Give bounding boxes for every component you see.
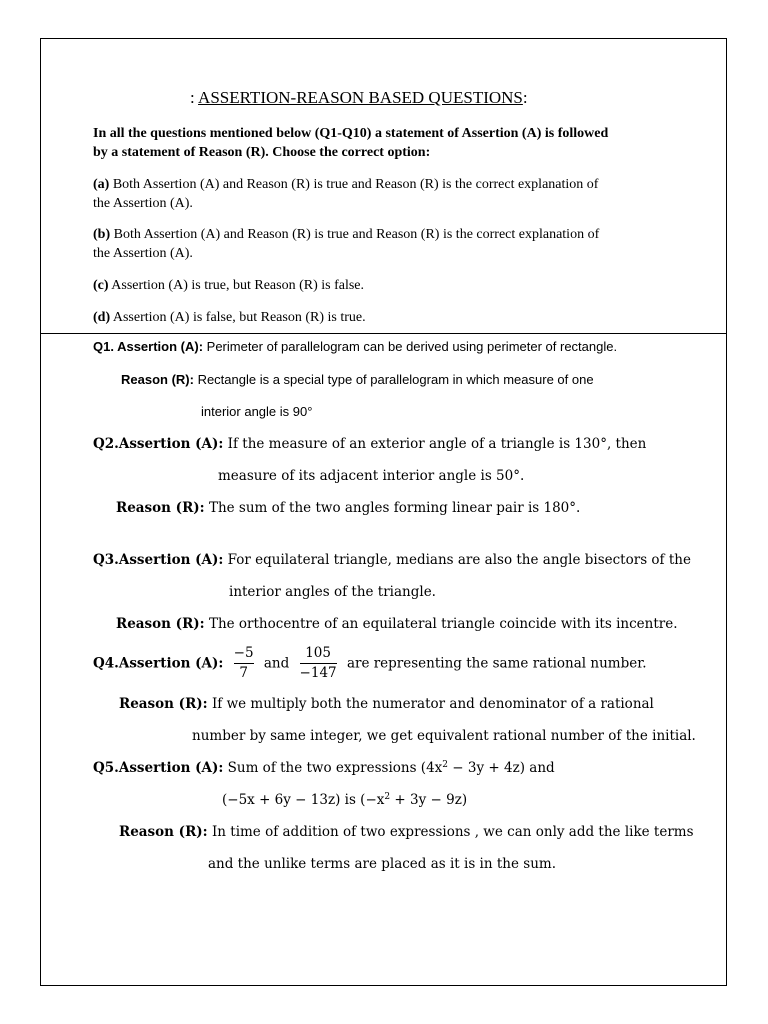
instructions-line-1: In all the questions mentioned below (Q1-Q10) a statement of Assertion (A) is followed: [93, 126, 609, 141]
q3-label: Q3.Assertion (A):: [93, 552, 224, 568]
option-b-text-1: Both Assertion (A) and Reason (R) is true and Reason (R) is the correct explanation of: [110, 227, 600, 242]
q1-reason-label: Reason (R):: [121, 372, 194, 387]
option-a-label: (a): [93, 177, 110, 192]
q1-reason: [121, 372, 594, 387]
q1-reason-text-1: Rectangle is a special type of parallelogram in which measure of one: [193, 372, 594, 387]
q2-assertion: [93, 436, 646, 452]
q3-assertion: [93, 552, 691, 568]
q2-assertion-text-2: measure of its adjacent interior angle is 50°.: [218, 468, 525, 484]
section-divider: [40, 333, 727, 334]
q2-assertion-text-1: If the measure of an exterior angle of a triangle is 130°, then: [223, 436, 647, 452]
q3-reason: [116, 616, 678, 632]
option-c: [93, 276, 364, 295]
q4-assertion-text: are representing the same rational number.: [346, 655, 647, 672]
q5-label: Q5.Assertion (A):: [93, 760, 224, 776]
q4-assertion: [93, 645, 647, 682]
option-d-label: (d): [93, 310, 111, 325]
q4-fraction-2-bar: [300, 663, 337, 664]
option-b-label: (b): [93, 227, 111, 242]
option-a: [93, 175, 598, 213]
q3-assertion-text-2: interior angles of the triangle.: [229, 584, 436, 600]
q4-fraction-2: [300, 645, 337, 682]
q4-reason-text-1: If we multiply both the numerator and denominator of a rational: [207, 696, 654, 712]
instructions: [93, 124, 608, 162]
q5-assertion-text-1a: Sum of the two expressions (4x: [223, 760, 443, 776]
instructions-line-2: by a statement of Reason (R). Choose the correct option:: [93, 145, 431, 160]
q1-label: Q1. Assertion (A):: [93, 339, 204, 354]
q5-reason: [119, 824, 694, 840]
q3-assertion-text-1: For equilateral triangle, medians are also the angle bisectors of the: [223, 552, 691, 568]
q2-label: Q2.Assertion (A):: [93, 436, 224, 452]
q4-fraction-2-denominator: −147: [299, 665, 337, 681]
option-a-text-2: the Assertion (A).: [93, 196, 193, 211]
q5-assertion-text-1b: − 3y + 4z) and: [448, 760, 555, 776]
q4-reason: [119, 696, 654, 712]
q2-reason-label: Reason (R):: [116, 500, 205, 516]
option-b: [93, 225, 599, 263]
option-d: [93, 308, 366, 327]
q4-fraction-2-numerator: 105: [305, 645, 331, 661]
q4-and: and: [263, 655, 290, 672]
q5-exponent-2: 2: [384, 792, 391, 802]
option-c-text: Assertion (A) is true, but Reason (R) is false.: [108, 278, 365, 293]
q1-assertion: [93, 339, 617, 354]
q5-reason-label: Reason (R):: [119, 824, 208, 840]
option-b-text-2: the Assertion (A).: [93, 246, 193, 261]
q4-fraction-1-bar: [234, 663, 254, 664]
q4-fraction-1-denominator: 7: [239, 665, 248, 681]
q1-reason-text-2: interior angle is 90°: [201, 404, 313, 419]
q2-reason-text: The sum of the two angles forming linear pair is 180°.: [204, 500, 581, 516]
q4-reason-label: Reason (R):: [119, 696, 208, 712]
q5-reason-text-2: and the unlike terms are placed as it is in the sum.: [208, 856, 556, 872]
q3-reason-text: The orthocentre of an equilateral triangle coincide with its incentre.: [204, 616, 678, 632]
q4-reason-text-2: number by same integer, we get equivalent rational number of the initial.: [192, 728, 696, 744]
q5-exponent-1: 2: [442, 760, 449, 770]
title-suffix: :: [522, 88, 528, 107]
q5-assertion-text-2a: (−5x + 6y − 13z) is (−x: [222, 792, 385, 808]
option-c-label: (c): [93, 278, 109, 293]
q1-assertion-text: Perimeter of parallelogram can be derived using perimeter of rectangle.: [203, 339, 618, 354]
q2-reason: [116, 500, 580, 516]
option-a-text-1: Both Assertion (A) and Reason (R) is true and Reason (R) is the correct explanation of: [109, 177, 599, 192]
title-text: ASSERTION-REASON BASED QUESTIONS: [198, 88, 523, 107]
q4-fraction-1-numerator: −5: [233, 645, 254, 661]
q5-assertion: [93, 760, 555, 776]
q5-reason-text-1: In time of addition of two expressions , we can only add the like terms: [207, 824, 694, 840]
q4-fraction-1: [234, 645, 254, 682]
title-prefix: :: [190, 88, 199, 107]
q5-assertion-line-2: [222, 792, 467, 808]
option-d-text: Assertion (A) is false, but Reason (R) is true.: [110, 310, 366, 325]
page-title: [190, 88, 528, 108]
q4-label: Q4.Assertion (A):: [93, 655, 224, 672]
q5-assertion-text-2b: + 3y − 9z): [390, 792, 468, 808]
q3-reason-label: Reason (R):: [116, 616, 205, 632]
